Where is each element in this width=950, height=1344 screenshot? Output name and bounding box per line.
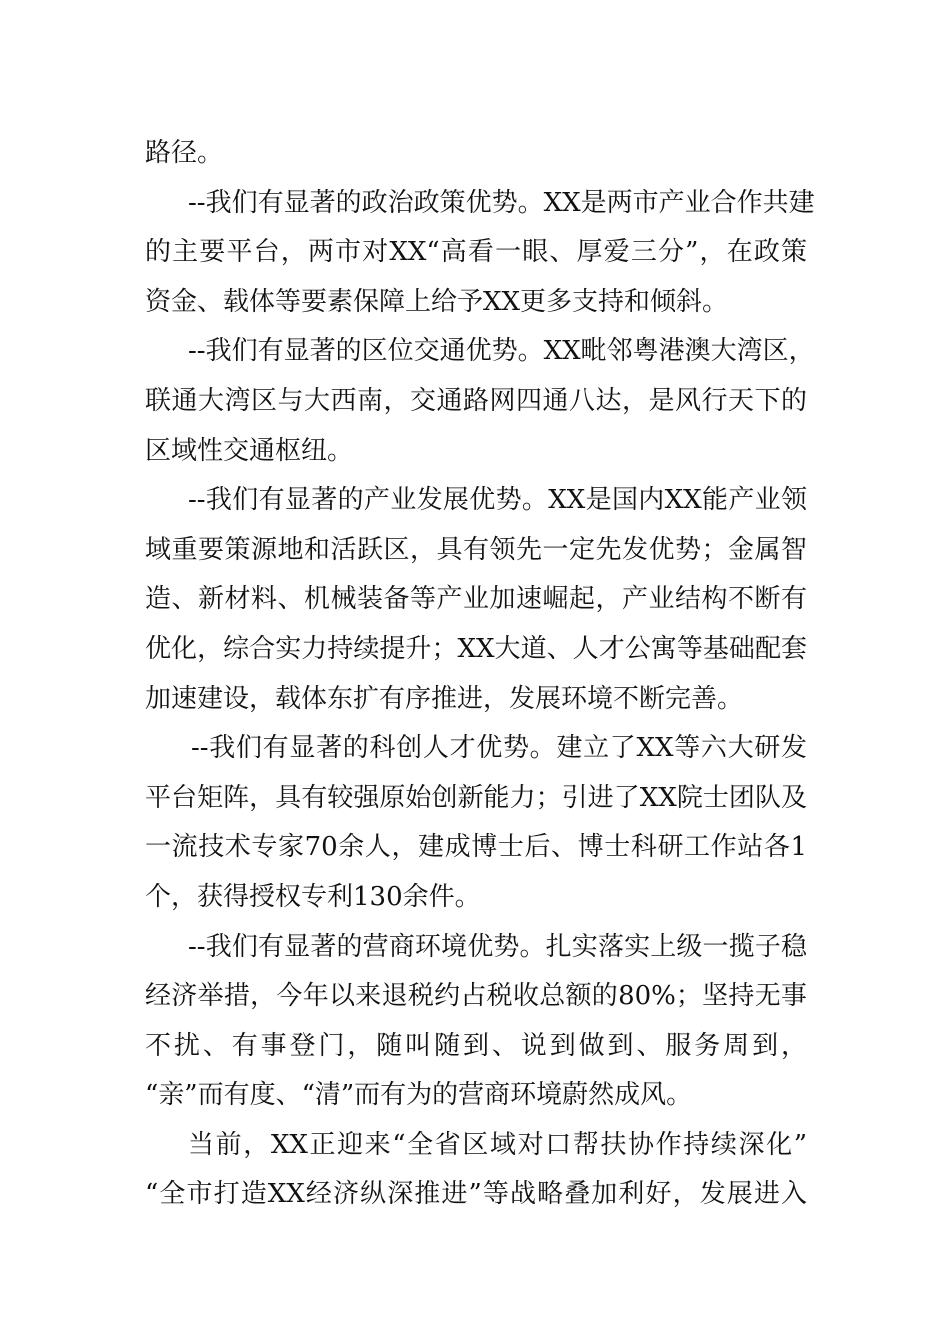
text-line: 区域性交通枢纽。: [145, 435, 354, 466]
text-line: 优化，综合实力持续提升；XX大道、人才公寓等基础配套: [145, 633, 807, 664]
text-line: 资金、载体等要素保障上给予XX更多支持和倾斜。: [145, 286, 729, 317]
text-line: “全市打造XX经济纵深推进”等战略叠加利好，发展进入: [145, 1179, 807, 1210]
text-line: 平台矩阵，具有较强原始创新能力；引进了XX院士团队及: [145, 782, 807, 813]
paragraph-path-continuation: [145, 129, 807, 179]
paragraph-policy-advantage: [145, 179, 815, 328]
text-line: 一流技术专家70余人，建成博士后、博士科研工作站各1: [145, 832, 807, 863]
text-line: “亲”而有度、“清”而有为的营商环境蔚然成风。: [145, 1080, 693, 1111]
paragraph-innovation-advantage: [145, 724, 807, 922]
paragraph-current-opportunities: [145, 1121, 807, 1220]
text-line: 联通大湾区与大西南，交通路网四通八达，是风行天下的: [145, 385, 807, 416]
text-line: 加速建设，载体东扩有序推进，发展环境不断完善。: [145, 683, 744, 714]
text-line: --我们有显著的营商环境优势。扎实落实上级一揽子稳: [188, 931, 807, 962]
text-line: 经济举措，今年以来退税约占税收总额的80%；坚持无事: [145, 981, 807, 1012]
text-line: 个，获得授权专利130余件。: [145, 881, 481, 912]
text-line: --我们有显著的政治政策优势。XX是两市产业合作共建: [188, 187, 815, 218]
paragraph-location-advantage: [145, 327, 815, 476]
text-line: --我们有显著的科创人才优势。建立了XX等六大研发: [191, 733, 807, 764]
text-line: --我们有显著的产业发展优势。XX是国内XX能产业领: [188, 485, 807, 516]
text-line: 当前，XX正迎来“全省区域对口帮扶协作持续深化”: [188, 1129, 807, 1160]
paragraph-business-environment-advantage: [145, 923, 807, 1121]
text-line: 域重要策源地和活跃区，具有领先一定先发优势；金属智: [145, 534, 807, 565]
text-line: --我们有显著的区位交通优势。XX毗邻粤港澳大湾区，: [188, 336, 815, 367]
document-body: [145, 129, 815, 1220]
text-line: 路径。: [145, 138, 224, 168]
text-line: 造、新材料、机械装备等产业加速崛起，产业结构不断有: [145, 584, 807, 615]
text-line: 的主要平台，两市对XX“高看一眼、厚爱三分”，在政策: [145, 237, 807, 268]
text-line: 不扰、有事登门，随叫随到、说到做到、服务周到，: [145, 1030, 807, 1061]
paragraph-industry-advantage: [145, 476, 807, 724]
